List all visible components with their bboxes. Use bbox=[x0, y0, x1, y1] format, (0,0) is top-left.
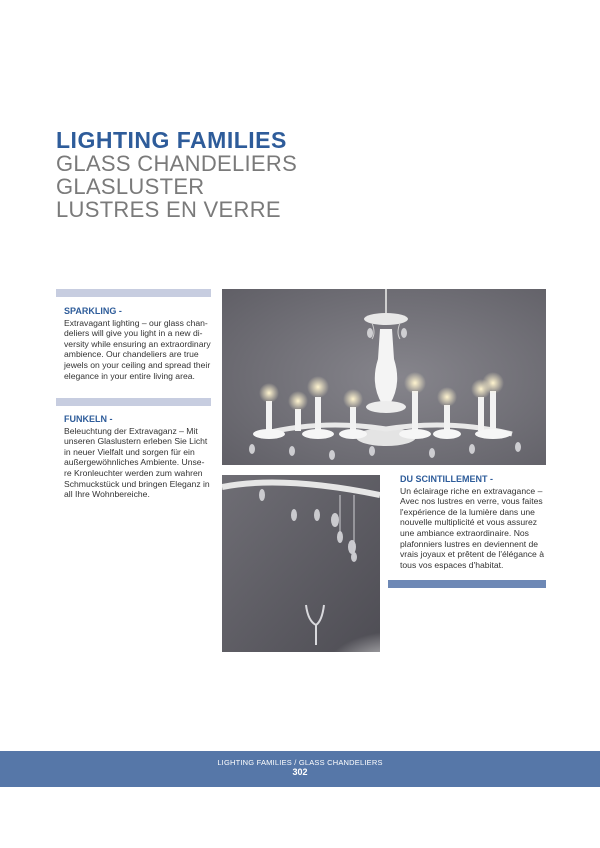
chandelier-top-image bbox=[222, 289, 546, 465]
divider-bar-top bbox=[56, 289, 211, 297]
text-block-en bbox=[64, 306, 214, 381]
page-footer bbox=[0, 751, 600, 787]
chandelier-photo-bottom bbox=[222, 475, 380, 652]
footer-caption: LIGHTING FAMILIES / GLASS CHANDELIERS bbox=[217, 758, 383, 767]
subtitle-fr: LUSTRES EN VERRE bbox=[56, 197, 281, 222]
text-line: in neuer Vielfalt und sorgen für ein bbox=[64, 446, 195, 457]
text-line: deliers will give you light in a new di- bbox=[64, 328, 203, 339]
text-line: Beleuchtung der Extravaganz – Mit bbox=[64, 425, 198, 436]
heading-de: FUNKELN - bbox=[64, 414, 113, 424]
text-line: all Ihre Wohnbereiche. bbox=[64, 489, 150, 500]
text-line: nouvelle multiplicité et vous assurez bbox=[400, 517, 538, 528]
text-line: re Kronleuchter werden zum wahren bbox=[64, 467, 203, 478]
text-line: ambience. Our chandeliers are true bbox=[64, 349, 199, 360]
heading-en: SPARKLING - bbox=[64, 306, 122, 316]
subtitle-de: GLASLUSTER bbox=[56, 174, 205, 199]
text-line: außergewöhnliches Ambiente. Unse- bbox=[64, 457, 205, 468]
page-title: LIGHTING FAMILIES bbox=[56, 127, 287, 153]
text-line: vrais joyaux et prêtent de l'élégance à bbox=[400, 549, 545, 560]
heading-fr: DU SCINTILLEMENT - bbox=[400, 474, 493, 484]
text-line: Extravagant lighting – our glass chan- bbox=[64, 317, 208, 328]
divider-bar-middle bbox=[56, 398, 211, 406]
chandelier-bottom-image bbox=[222, 475, 380, 652]
chandelier-photo-top bbox=[222, 289, 546, 465]
divider-bar-bottom bbox=[388, 580, 546, 588]
subtitle-en: GLASS CHANDELIERS bbox=[56, 151, 298, 176]
text-line: Un éclairage riche en extravagance – bbox=[400, 485, 543, 496]
text-line: une ambiance extraordinaire. Nos bbox=[400, 527, 529, 538]
text-line: Avec nos lustres en verre, vous faites bbox=[400, 496, 543, 507]
text-line: Schmuckstück und bringen Eleganz in bbox=[64, 478, 210, 489]
text-line: elegance in your entire living area. bbox=[64, 370, 195, 381]
text-line: jewels on your ceiling and spread their bbox=[64, 359, 211, 370]
text-line: l'expérience de la lumière dans une bbox=[400, 506, 535, 517]
text-block-fr bbox=[400, 474, 550, 570]
text-block-de bbox=[64, 414, 214, 500]
text-line: versity while ensuring an extraordinary bbox=[64, 338, 211, 349]
title-block bbox=[56, 128, 297, 221]
text-line: unseren Glaslustern erleben Sie Licht bbox=[64, 436, 208, 447]
text-line: plafonniers lustres en deviennent de bbox=[400, 538, 539, 549]
page-number: 302 bbox=[292, 767, 308, 777]
text-line: tous vos espaces d'habitat. bbox=[400, 559, 504, 570]
